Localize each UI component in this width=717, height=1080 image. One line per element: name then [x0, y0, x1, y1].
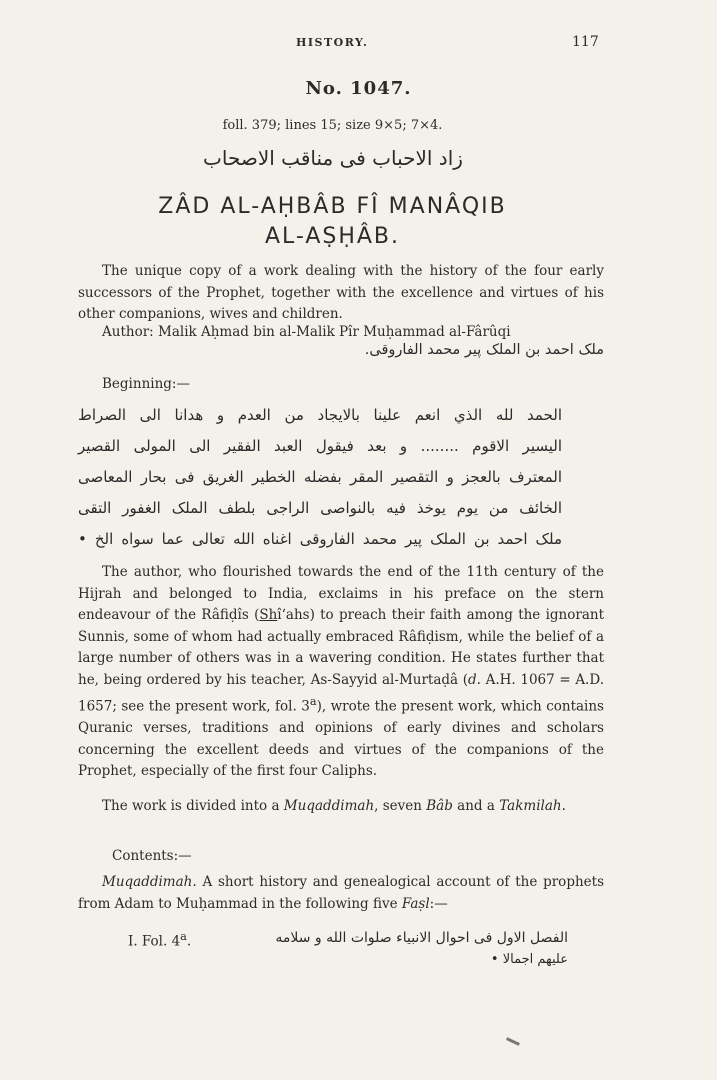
author-paragraph: The author, who flourished towards the end of the 11th century of the Hijrah and belonged to India, exclaims in his preface on the stern endeavour of the Râfiḍîs (Shî‘ahs) to preach their faith among the ignorant Sunnis, some of whom had actually embraced Râfiḍism, while the belief of a large number of others was in a wavering condition. He states further that he, being ordered by his teacher, As-Sayyid al-Murtaḍâ (d. A.H. 1067 = A.D. 1657; see the present work, fol. 3$^a$), wrote the present work, which contains Quranic verses, traditions and opinions of early divines and scholars concerning the excellent deeds and virtues of the companions of the Prophet, especially of the first four Caliphs. — [78, 564, 604, 779]
arabic-title: زاد الاحباب فى مناقب الاصحاب — [203, 146, 463, 170]
contents-label: Contents:— — [112, 848, 192, 864]
arabic-line: المعترف بالعجز و التقصير المقر بفضله الخطير الغريق فى بحار المعاصى — [78, 468, 562, 486]
arabic-line: الخائف من يوم يوخذ فيه بالنواصى الراجى بلطف الملک الغفور التقى — [78, 499, 562, 517]
author-label: Author: — [102, 324, 154, 340]
arabic-line: الحمد لله الذي انعم علينا بالايجاد من العدم و هدانا الى الصراط — [78, 406, 562, 424]
fasl-arabic-line-2: عليهم اجمالا • — [490, 952, 568, 967]
title-line-1: ZÂD AL-AḤBÂB FÎ MANÂQIB — [158, 194, 507, 219]
beginning-label: Beginning:— — [102, 376, 190, 392]
author-arabic: ملک احمد بن الملک پیر محمد الفاروقی. — [364, 342, 604, 358]
fasl-entry — [128, 926, 568, 970]
arabic-line: اليسير الاقوم ........ و بعد فيقول العبد الفقير الى المولى القصير — [78, 437, 562, 455]
muqaddimah-paragraph: Muqaddimah. A short history and genealogical account of the prophets from Adam to Muḥammad in the following five Faṣl:— — [78, 874, 604, 912]
entry-number: No. 1047. — [305, 78, 412, 99]
fasl-number: I. Fol. 4$^a$. — [128, 930, 192, 950]
division-paragraph: The work is divided into a Muqaddimah, seven Bâb and a Takmilah. — [102, 798, 566, 814]
author-line — [78, 322, 604, 344]
description-paragraph: The unique copy of a work dealing with the history of the four early successors of the Prophet, together with the excellence and virtues of his other companions, wives and children. — [78, 263, 604, 322]
fasl-arabic-line-1: الفصل الاول فى احوال الانبياء صلوات الله و سلامه — [275, 930, 568, 946]
stray-mark — [506, 1037, 520, 1046]
running-header — [0, 34, 717, 54]
beginning-arabic-text — [78, 400, 562, 555]
transliterated-title — [0, 192, 665, 252]
page-number: 117 — [572, 34, 599, 50]
arabic-line: ملک احمد بن الملک پیر محمد الفاروقى اغناه الله تعالى عما سواه الخ • — [78, 530, 562, 548]
title-line-2: AL-AṢḤÂB. — [264, 224, 401, 249]
author-name: Malik Aḥmad bin al-Malik Pîr Muḥammad al-Fârûqi — [158, 324, 511, 340]
manuscript-meta: foll. 379; lines 15; size 9×5; 7×4. — [222, 118, 443, 133]
running-title: HISTORY. — [296, 36, 369, 49]
